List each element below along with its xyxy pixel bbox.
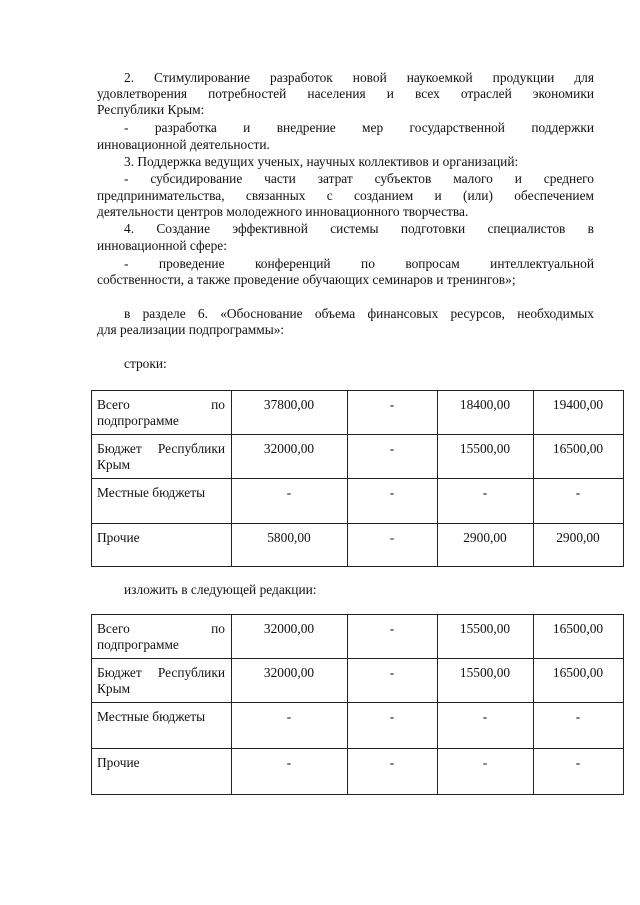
table-cell: 15500,00 xyxy=(438,659,534,703)
table-cell: 16500,00 xyxy=(534,435,624,479)
row-label xyxy=(92,703,232,749)
table-row xyxy=(92,659,624,703)
paragraph-line: для реализации подпрограммы»: xyxy=(97,322,285,337)
paragraph-line: в разделе 6. «Обоснование объема финансовых ресурсов, необходимых xyxy=(124,306,594,321)
table-cell: - xyxy=(348,749,438,795)
row-label-line: Всего по xyxy=(97,397,225,412)
row-label-line: подпрограмме xyxy=(97,413,179,428)
row-label-line: Бюджет Республики xyxy=(97,665,225,680)
table-new xyxy=(91,614,624,795)
paragraph-line: инновационной деятельности. xyxy=(97,137,270,152)
table-cell: - xyxy=(534,749,624,795)
table-cell: 19400,00 xyxy=(534,391,624,435)
row-label-line: Прочие xyxy=(97,530,140,545)
paragraph-line: 4. Создание эффективной системы подготовки специалистов в xyxy=(124,221,594,236)
table-row xyxy=(92,615,624,659)
row-label xyxy=(92,524,232,567)
row-label xyxy=(92,749,232,795)
table-cell: 18400,00 xyxy=(438,391,534,435)
table-cell: - xyxy=(348,435,438,479)
paragraph-line: - разработка и внедрение мер государственной поддержки xyxy=(124,120,594,135)
paragraph-line: - проведение конференций по вопросам интеллектуальной xyxy=(124,256,594,271)
table-cell: - xyxy=(534,479,624,524)
row-label-line: Бюджет Республики xyxy=(97,441,225,456)
row-label xyxy=(92,479,232,524)
table-cell: - xyxy=(438,749,534,795)
row-label-line: Всего по xyxy=(97,621,225,636)
table-row xyxy=(92,391,624,435)
row-label-line: Крым xyxy=(97,681,131,696)
paragraph-line: собственности, а также проведение обучающих семинаров и тренингов»; xyxy=(97,272,516,287)
row-label-line: Прочие xyxy=(97,755,140,770)
table-cell: 32000,00 xyxy=(232,659,348,703)
table-cell: - xyxy=(438,479,534,524)
table-cell: - xyxy=(348,524,438,567)
table-cell: 15500,00 xyxy=(438,435,534,479)
table-cell: 32000,00 xyxy=(232,435,348,479)
table-row xyxy=(92,524,624,567)
table-row xyxy=(92,703,624,749)
table-row xyxy=(92,435,624,479)
row-label xyxy=(92,659,232,703)
table-cell: - xyxy=(348,479,438,524)
paragraph-line: предпринимательства, связанных с созданием и (или) обеспечением xyxy=(97,188,594,203)
table-cell: - xyxy=(348,659,438,703)
table-cell: - xyxy=(232,479,348,524)
table-cell: 15500,00 xyxy=(438,615,534,659)
row-label-line: Местные бюджеты xyxy=(97,485,206,500)
paragraph-line: Республики Крым: xyxy=(97,102,205,117)
row-label xyxy=(92,435,232,479)
table-cell: 2900,00 xyxy=(534,524,624,567)
table-cell: - xyxy=(348,615,438,659)
row-label xyxy=(92,615,232,659)
paragraph-line: инновационной сфере: xyxy=(97,238,227,253)
table-cell: 2900,00 xyxy=(438,524,534,567)
table-cell: - xyxy=(438,703,534,749)
table-cell: 37800,00 xyxy=(232,391,348,435)
paragraph-line: удовлетворения потребностей населения и всех отраслей экономики xyxy=(97,86,594,101)
table-cell: - xyxy=(534,703,624,749)
paragraph-line: 3. Поддержка ведущих ученых, научных коллективов и организаций: xyxy=(124,154,519,169)
row-label-line: Крым xyxy=(97,457,131,472)
table-row xyxy=(92,479,624,524)
table-row xyxy=(92,749,624,795)
replace-label: изложить в следующей редакции: xyxy=(124,582,317,597)
paragraph-line: 2. Стимулирование разработок новой наукоемкой продукции для xyxy=(124,70,594,85)
paragraph-line: деятельности центров молодежного инновационного творчества. xyxy=(97,204,469,219)
table-cell: 32000,00 xyxy=(232,615,348,659)
table-cell: - xyxy=(232,749,348,795)
table-old xyxy=(91,390,624,567)
table-cell: - xyxy=(348,703,438,749)
table-cell: - xyxy=(232,703,348,749)
row-label xyxy=(92,391,232,435)
paragraph-line: - субсидирование части затрат субъектов малого и среднего xyxy=(124,171,594,186)
table-cell: 5800,00 xyxy=(232,524,348,567)
rows-label: строки: xyxy=(124,356,167,371)
table-cell: 16500,00 xyxy=(534,659,624,703)
table-cell: - xyxy=(348,391,438,435)
row-label-line: подпрограмме xyxy=(97,637,179,652)
table-cell: 16500,00 xyxy=(534,615,624,659)
row-label-line: Местные бюджеты xyxy=(97,709,206,724)
